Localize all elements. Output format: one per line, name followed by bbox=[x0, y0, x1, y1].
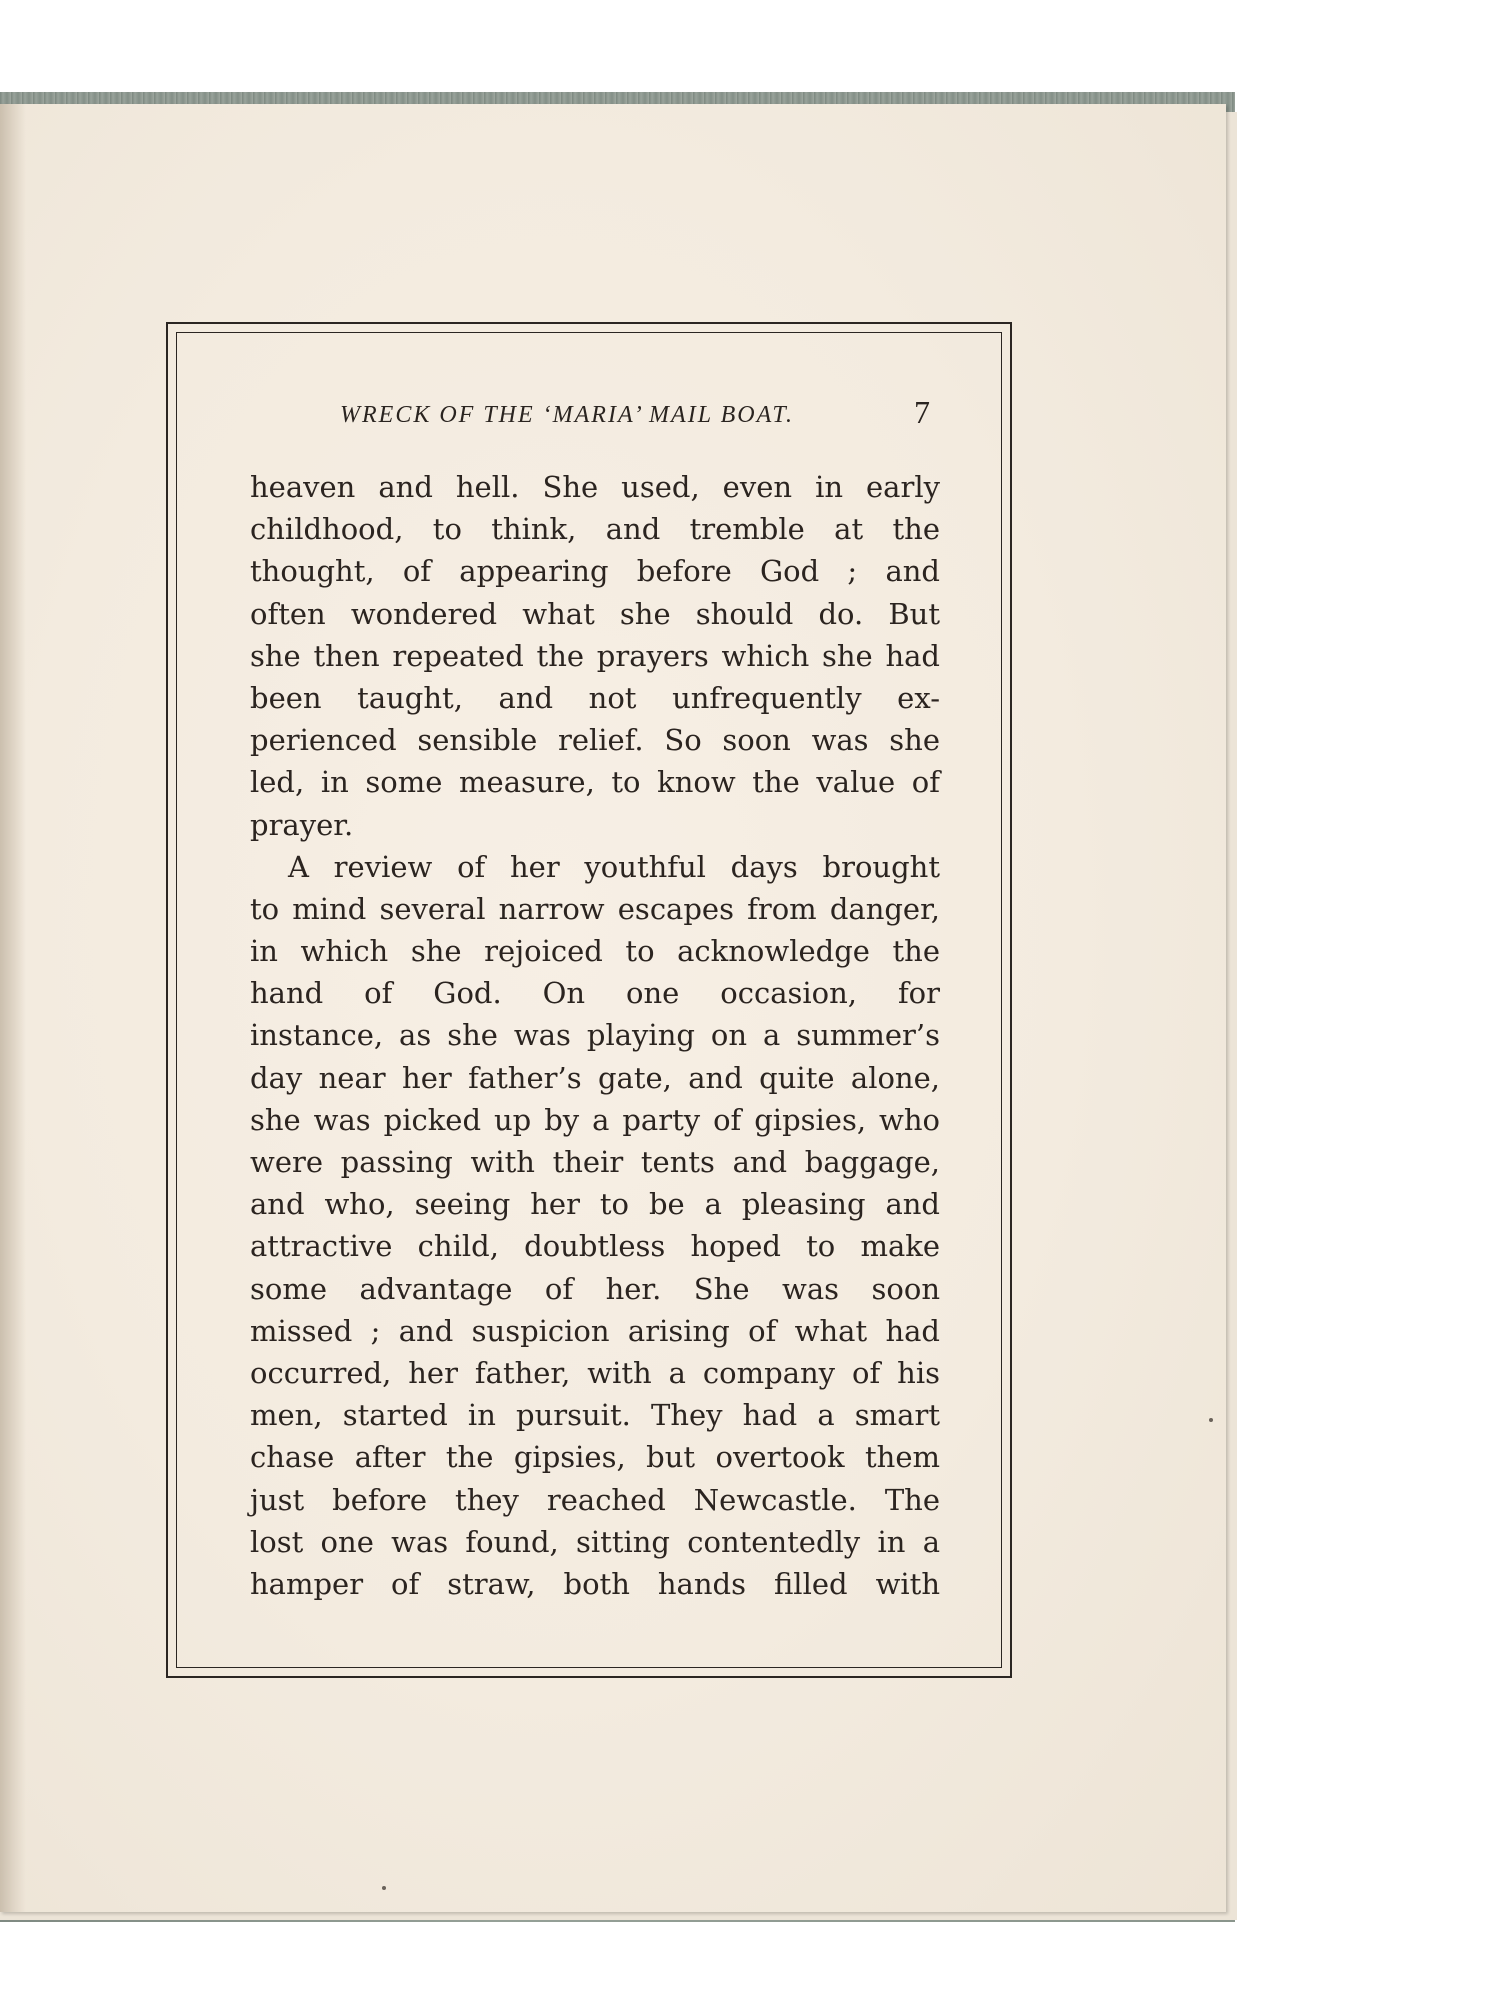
text-line: and who, seeing her to be a pleasing and bbox=[250, 1187, 940, 1222]
text-line: attractive child, doubtless hoped to make bbox=[250, 1229, 940, 1264]
text-line: often wondered what she should do. But bbox=[250, 596, 940, 631]
text-line: in which she rejoiced to acknowledge the bbox=[250, 934, 940, 969]
text-line: day near her father’s gate, and quite alone, bbox=[250, 1060, 940, 1095]
page-gutter-shadow bbox=[0, 104, 26, 1912]
text-line: instance, as she was playing on a summer’s bbox=[250, 1018, 940, 1053]
text-line: heaven and hell. She used, even in early bbox=[250, 470, 940, 504]
paper-speck bbox=[1209, 1418, 1213, 1422]
text-line: led, in some measure, to know the value of bbox=[250, 765, 940, 800]
text-line: prayer. bbox=[250, 807, 354, 842]
text-line: chase after the gipsies, but overtook them bbox=[250, 1440, 940, 1475]
text-line: men, started in pursuit. They had a smart bbox=[250, 1398, 940, 1433]
text-line: to mind several narrow escapes from danger, bbox=[250, 891, 940, 926]
page-number: 7 bbox=[914, 394, 930, 430]
text-line: she then repeated the prayers which she had bbox=[250, 638, 940, 673]
text-line: some advantage of her. She was soon bbox=[250, 1271, 940, 1306]
text-line: occurred, her father, with a company of his bbox=[250, 1355, 940, 1390]
body-text bbox=[250, 466, 940, 1605]
text-line: thought, of appearing before God ; and bbox=[250, 554, 940, 589]
text-line: just before they reached Newcastle. The bbox=[250, 1482, 940, 1517]
text-line: she was picked up by a party of gipsies, who bbox=[250, 1102, 940, 1137]
text-line: childhood, to think, and tremble at the bbox=[250, 512, 940, 547]
text-line: hamper of straw, both hands filled with bbox=[250, 1566, 940, 1601]
text-line: A review of her youthful days brought bbox=[288, 849, 940, 884]
text-line: were passing with their tents and baggage, bbox=[250, 1145, 940, 1179]
paper-speck bbox=[382, 1886, 386, 1890]
text-line: hand of God. On one occasion, for bbox=[250, 976, 940, 1011]
text-line: perienced sensible relief. So soon was she bbox=[250, 723, 940, 758]
text-line: missed ; and suspicion arising of what had bbox=[250, 1313, 940, 1348]
text-line: been taught, and not unfrequently ex- bbox=[250, 680, 940, 715]
running-head: WRECK OF THE ‘MARIA’ MAIL BOAT. bbox=[340, 402, 794, 428]
text-line: lost one was found, sitting contentedly in a bbox=[250, 1524, 940, 1559]
